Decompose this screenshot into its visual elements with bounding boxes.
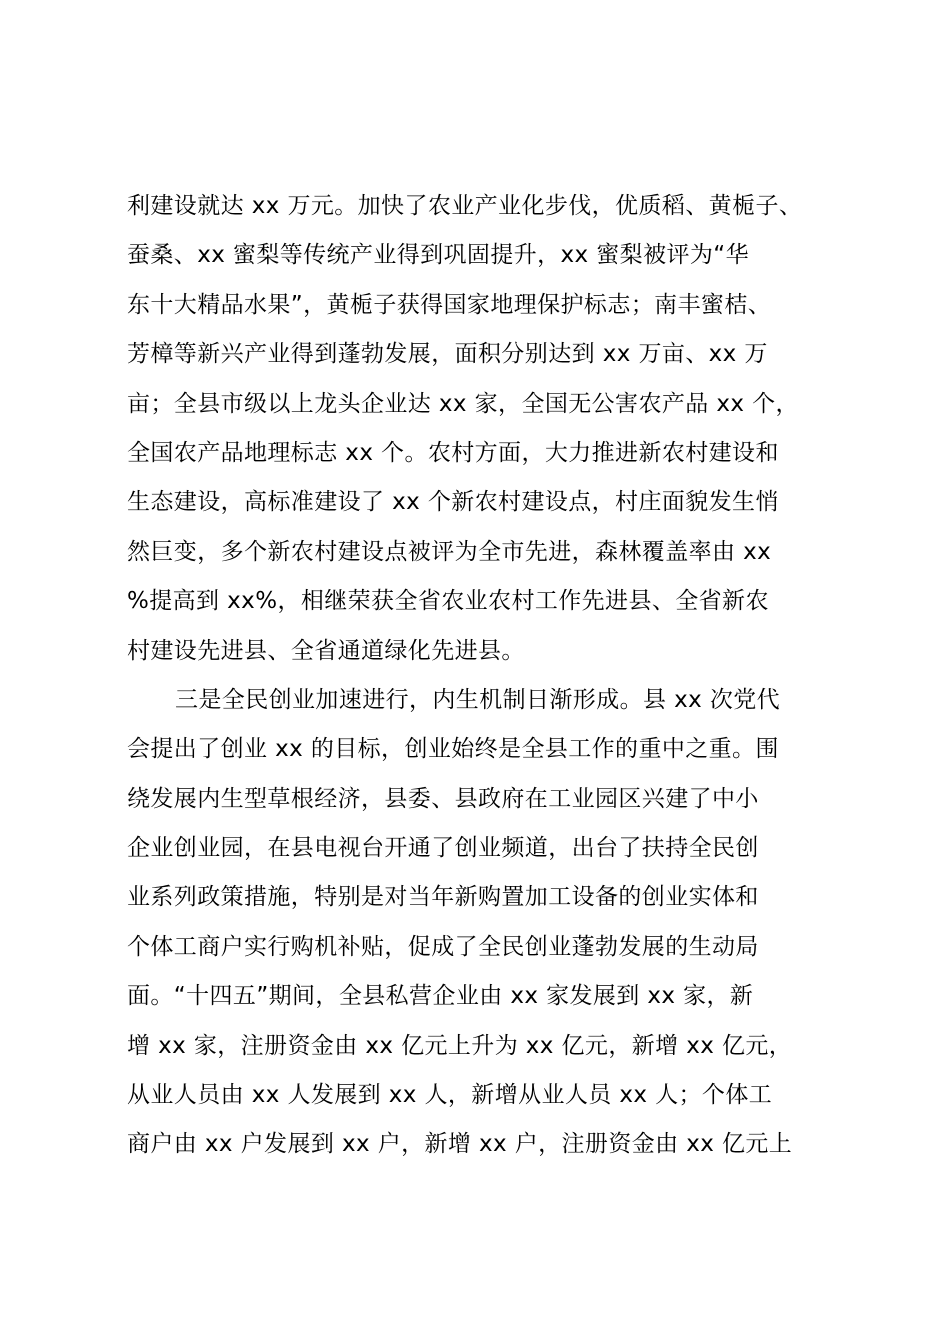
text-line: 芳樟等新兴产业得到蓬勃发展，面积分别达到 xx 万亩、xx 万: [127, 341, 768, 368]
text-line: 全国农产品地理标志 xx 个。农村方面，大力推进新农村建设和: [127, 439, 779, 466]
text-line: 蚕桑、xx 蜜梨等传统产业得到巩固提升，xx 蜜梨被评为“华: [127, 242, 749, 269]
text-line: 利建设就达 xx 万元。加快了农业产业化步伐，优质稻、黄栀子、: [127, 193, 803, 219]
text-line: 绕发展内生型草根经济，县委、县政府在工业园区兴建了中小: [127, 785, 759, 812]
text-line: 生态建设，高标准建设了 xx 个新农村建设点，村庄面貌发生悄: [127, 489, 779, 516]
text-line: 村建设先进县、全省通道绿化先进县。: [127, 637, 525, 664]
text-line: 个体工商户实行购机补贴，促成了全民创业蓬勃发展的生动局: [127, 933, 759, 960]
text-line: 从业人员由 xx 人发展到 xx 人，新增从业人员 xx 人；个体工: [127, 1082, 773, 1109]
text-line: 商户由 xx 户发展到 xx 户，新增 xx 户，注册资金由 xx 亿元上: [127, 1131, 793, 1158]
text-line: 业系列政策措施，特别是对当年新购置加工设备的创业实体和: [127, 884, 759, 911]
text-line: 会提出了创业 xx 的目标，创业始终是全县工作的重中之重。围: [127, 736, 779, 763]
text-line: 增 xx 家，注册资金由 xx 亿元上升为 xx 亿元，新增 xx 亿元，: [127, 1032, 793, 1059]
text-line: 企业创业园，在县电视台开通了创业频道，出台了扶持全民创: [127, 835, 759, 862]
text-line: 东十大精品水果”，黄栀子获得国家地理保护标志；南丰蜜桔、: [127, 291, 772, 318]
text-line: %提高到 xx%，相继荣获全省农业农村工作先进县、全省新农: [127, 588, 769, 615]
paragraph-start-line: 三是全民创业加速进行，内生机制日渐形成。县 xx 次党代: [175, 686, 781, 713]
body-text: [127, 182, 857, 1170]
text-line: 亩；全县市级以上龙头企业达 xx 家，全国无公害农产品 xx 个，: [127, 390, 799, 417]
text-line: 然巨变，多个新农村建设点被评为全市先进，森林覆盖率由 xx: [127, 538, 772, 565]
text-line: 面。“十四五”期间，全县私营企业由 xx 家发展到 xx 家，新: [127, 983, 754, 1010]
